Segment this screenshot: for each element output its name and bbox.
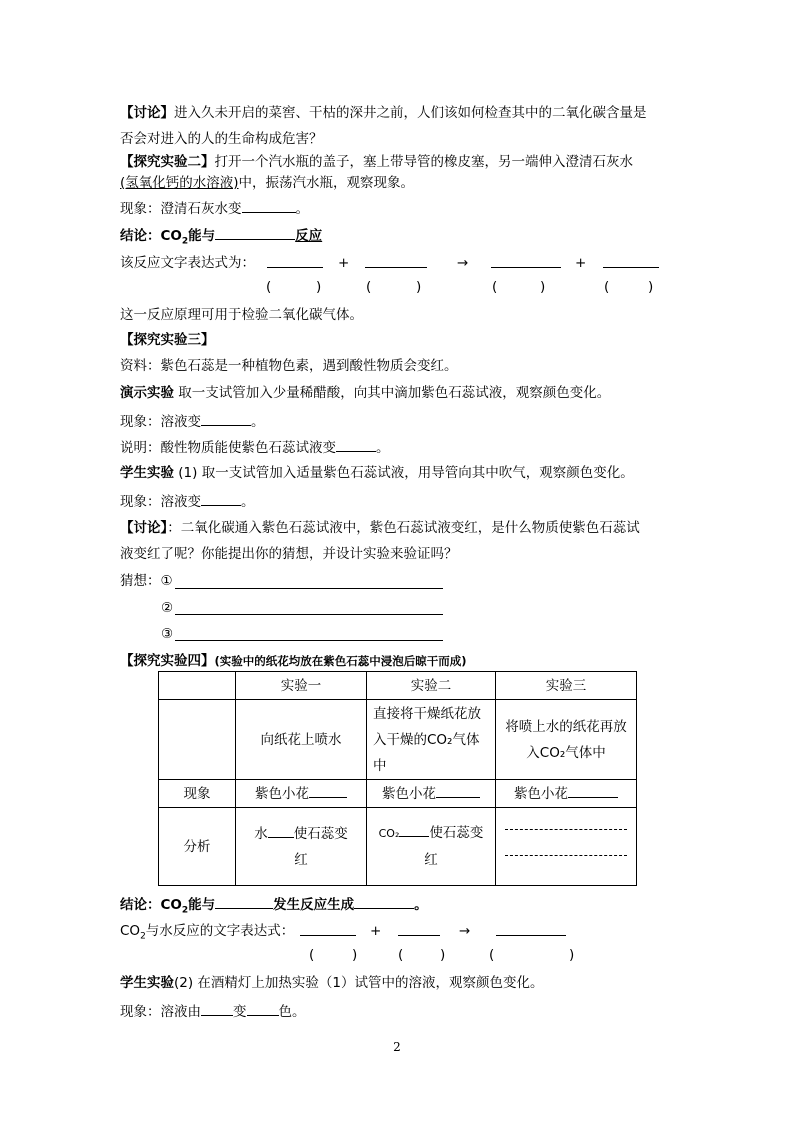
guess-2-marker: ② (161, 600, 174, 616)
table-row (159, 780, 637, 808)
ana2-c: 红 (424, 852, 438, 868)
exp3-student-tag: 学生实验 (120, 465, 174, 481)
blank[interactable] (242, 198, 296, 213)
exp3-demo-tag: 演示实验 (120, 385, 174, 401)
blank[interactable] (215, 225, 295, 240)
blank[interactable] (336, 437, 376, 452)
co2-eq-blank-1[interactable] (300, 921, 356, 936)
exp3-phen2-end: 。 (241, 494, 255, 510)
ana2-b: 使石蕊变 (429, 825, 484, 841)
ana1-b: 使石蕊变 (293, 825, 348, 842)
blank[interactable] (201, 411, 251, 426)
exp4-title (120, 651, 467, 671)
exp2-line2 (120, 173, 414, 193)
method-2: 直接将干燥纸花放入干燥的CO₂气体中 (367, 700, 496, 780)
eq-plus-1: + (338, 255, 350, 271)
analysis-cell-1 (236, 808, 367, 886)
blank[interactable] (247, 1001, 279, 1016)
eq-plus-2: + (575, 255, 587, 271)
exp2-text1: 打开一个汽水瓶的盖子，塞上带导管的橡皮塞，另一端伸入澄清石灰水 (214, 154, 633, 170)
row-label-phenomenon: 现象 (159, 780, 236, 808)
table-cell-empty (159, 700, 236, 780)
table-header-2: 实验二 (367, 672, 496, 700)
discussion2-line1 (120, 518, 640, 538)
co2-lparen-3: ( (489, 947, 495, 963)
guess-2-line[interactable] (175, 614, 443, 615)
blank[interactable] (436, 783, 480, 798)
guess-label-row (120, 571, 173, 591)
guess-1-marker: ① (160, 573, 173, 589)
exp3-student (120, 463, 634, 483)
phen-text-3: 紫色小花 (514, 785, 568, 802)
student2-tag: 学生实验 (120, 975, 174, 991)
discussion1-line1 (120, 103, 647, 123)
table-header-empty (159, 672, 236, 700)
co2-rparen-2: ) (440, 947, 446, 963)
blank[interactable] (309, 783, 347, 798)
discussion2-tag: 【讨论】 (120, 520, 168, 536)
guess-label: 猜想： (120, 573, 161, 589)
blank[interactable] (568, 783, 618, 798)
discussion2-text1: ：二氧化碳通入紫色石蕊试液中，紫色石蕊试液变红，是什么物质使紫色石蕊试 (167, 520, 640, 536)
exp3-phen1 (120, 411, 265, 432)
phen-text-1: 紫色小花 (255, 785, 309, 802)
dashed-blank-2[interactable] (505, 855, 627, 856)
eq-rparen-4: ) (648, 279, 654, 295)
eq-arrow: → (457, 255, 469, 271)
exp4-table (158, 671, 637, 886)
exp3-phen2-text: 现象：溶液变 (120, 494, 201, 510)
phen-cell-3 (496, 780, 637, 808)
eq-rparen-2: ) (416, 279, 422, 295)
table-row (159, 672, 637, 700)
page-number: 2 (393, 1040, 401, 1054)
exp2-phenomenon-text: 现象：澄清石灰水变 (120, 201, 242, 217)
exp3-expl-text: 说明：酸性物质能使紫色石蕊试液变 (120, 440, 336, 456)
exp3-demo (120, 383, 610, 403)
co2-rparen-3: ) (569, 947, 575, 963)
eq-lparen-3: ( (492, 279, 498, 295)
exp2-phenomenon (120, 198, 309, 219)
method-3: 将喷上水的纸花再放入CO₂气体中 (496, 700, 637, 780)
phen-cell-1 (236, 780, 367, 808)
eq-blank-4[interactable] (603, 253, 659, 268)
table-header-1: 实验一 (236, 672, 367, 700)
exp2-conclusion-sub: 2 (181, 236, 189, 247)
co2-eq-blank-3[interactable] (496, 921, 566, 936)
guess-3-marker: ③ (161, 626, 174, 642)
exp2-conclusion-c: 反应 (295, 228, 323, 244)
co2-eq-sub: 2 (140, 931, 146, 942)
eq-lparen-4: ( (604, 279, 610, 295)
table-row (159, 808, 637, 886)
conclusion2 (120, 894, 428, 921)
exp3-student-text: (1) 取一支试管加入适量紫色石蕊试液，用导管向其中吹气，观察颜色变化。 (174, 465, 634, 481)
conclusion2-a: 结论：CO (120, 897, 182, 913)
student2 (120, 973, 544, 993)
exp3-demo-text: 取一支试管加入少量稀醋酸，向其中滴加紫色石蕊试液，观察颜色变化。 (174, 385, 611, 401)
dashed-blank-1[interactable] (505, 829, 627, 830)
eq-blank-1[interactable] (267, 253, 323, 268)
exp2-usage: 这一反应原理可用于检验二氧化碳气体。 (120, 307, 363, 323)
co2-eq-blank-2[interactable] (398, 921, 440, 936)
co2-eq-arrow: → (459, 923, 471, 939)
co2-rparen-1: ) (352, 947, 358, 963)
ana1-c: 红 (294, 851, 308, 868)
table-row (159, 700, 637, 780)
co2-eq-a: CO (120, 923, 141, 939)
exp2-text2: 中，振荡汽水瓶，观察现象。 (238, 175, 415, 191)
discussion1-text2: 否会对进入的人的生命构成危害？ (120, 131, 323, 147)
exp2-tag: 【探究实验二】 (120, 154, 215, 170)
phen-cell-2 (367, 780, 496, 808)
exp4-tag: 【探究实验四】 (120, 653, 215, 669)
eq-lparen-2: ( (366, 279, 372, 295)
ana2-a: CO₂ (378, 827, 400, 840)
co2-lparen-1: ( (309, 947, 315, 963)
ana1-a: 水 (254, 825, 268, 842)
conclusion2-d: 。 (414, 897, 428, 913)
exp2-conclusion (120, 225, 322, 252)
exp2-phenomenon-end: 。 (295, 201, 309, 217)
phen-text-2: 紫色小花 (382, 785, 436, 802)
blank[interactable] (399, 822, 429, 837)
exp3-expl (120, 437, 390, 458)
table-header-3: 实验三 (496, 672, 637, 700)
co2-eq-plus: + (370, 923, 382, 939)
student2-phen-b: 变 (233, 1004, 247, 1020)
exp2-line1 (120, 152, 633, 172)
analysis-cell-3 (496, 808, 637, 886)
eq-rparen-1: ) (316, 279, 322, 295)
co2-eq-label (120, 921, 294, 947)
blank[interactable] (215, 894, 273, 909)
exp2-conclusion-a: 结论：CO (120, 228, 182, 244)
exp2-eq-label: 该反应文字表达式为： (120, 255, 255, 271)
blank[interactable] (268, 823, 294, 838)
exp3-tag: 【探究实验三】 (120, 332, 215, 348)
student2-phen-a: 现象：溶液由 (120, 1004, 201, 1020)
eq-lparen-1: ( (266, 279, 272, 295)
conclusion2-sub: 2 (181, 905, 189, 916)
exp2-paren: (氢氧化钙的水溶液) (120, 175, 239, 191)
row-label-analysis: 分析 (159, 808, 236, 886)
blank[interactable] (354, 894, 414, 909)
co2-eq-b: 与水反应的文字表达式： (145, 923, 295, 939)
student2-phen (120, 1001, 306, 1022)
method-1: 向纸花上喷水 (236, 700, 367, 780)
student2-text: (2) 在酒精灯上加热实验（1）试管中的溶液，观察颜色变化。 (174, 975, 544, 991)
guess-1-line[interactable] (175, 588, 443, 589)
co2-lparen-2: ( (398, 947, 404, 963)
conclusion2-b: 能与 (188, 897, 216, 913)
blank[interactable] (201, 491, 241, 506)
eq-blank-2[interactable] (365, 253, 427, 268)
exp4-note: (实验中的纸花均放在紫色石蕊中浸泡后晾干而成) (214, 654, 467, 668)
eq-blank-3[interactable] (491, 253, 561, 268)
exp2-conclusion-b: 能与 (188, 228, 216, 244)
discussion1-text1: 进入久未开启的菜窖、干枯的深井之前，人们该如何检查其中的二氧化碳含量是 (174, 105, 647, 121)
guess-3-line[interactable] (175, 640, 443, 641)
exp3-expl-end: 。 (376, 440, 390, 456)
analysis-cell-2 (367, 808, 496, 886)
eq-rparen-3: ) (540, 279, 546, 295)
exp3-phen2 (120, 491, 255, 512)
student2-phen-c: 色。 (278, 1004, 306, 1020)
discussion2-text2: 液变红了呢？你能提出你的猜想，并设计实验来验证吗？ (120, 546, 458, 562)
exp3-info: 资料：紫色石蕊是一种植物色素，遇到酸性物质会变红。 (120, 358, 458, 374)
discussion1-tag: 【讨论】 (120, 105, 174, 121)
blank[interactable] (201, 1001, 233, 1016)
exp3-phen1-end: 。 (251, 414, 265, 430)
exp3-phen1-text: 现象：溶液变 (120, 414, 201, 430)
conclusion2-c: 发生反应生成 (273, 897, 355, 913)
